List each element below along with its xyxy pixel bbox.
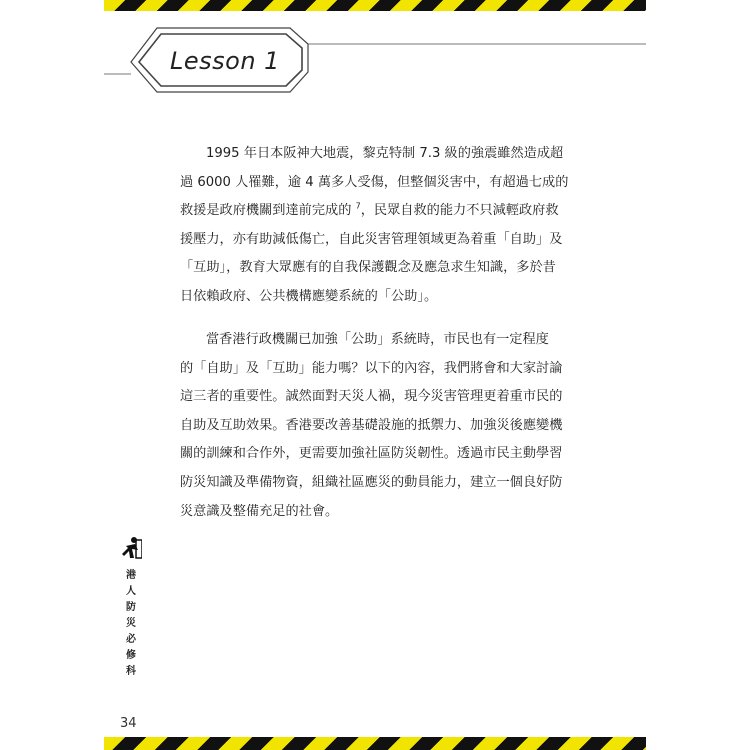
- paragraph-2-line: 關的訓練和合作外，更需要加強社區防災韌性。透過市民主動學習: [180, 446, 563, 462]
- paragraph-2-line: 災意識及整備充足的社會。: [180, 503, 339, 519]
- paragraph-2-line: 的「自助」及「互助」能力嗎？以下的內容，我們將會和大家討論: [180, 360, 563, 376]
- paragraph-1: [180, 140, 575, 312]
- paragraph-2-line: 自助及互助效果。香港要改善基礎設施的抵禦力、加強災後應變機: [180, 417, 563, 433]
- book-title-char: 人: [126, 586, 136, 597]
- paragraph-1-line: 過 6000 人罹難，逾 4 萬多人受傷，但整個災害中，有超過七成的: [180, 174, 569, 190]
- book-title-char: 災: [126, 618, 136, 629]
- paragraph-2: [180, 326, 575, 526]
- paragraph-1-line-part: 救援是政府機關到達前完成的: [180, 203, 352, 219]
- paragraph-1-line: 1995 年日本阪神大地震，黎克特制 7.3 級的強震雖然造成超: [206, 146, 564, 161]
- paragraph-2-line: 防災知識及準備物資，組織社區應災的動員能力，建立一個良好防: [180, 474, 563, 490]
- paragraph-1-line: 援壓力，亦有助減低傷亡，自此災害管理領域更為着重「自助」及: [180, 231, 563, 247]
- footnote-ref: 7: [355, 201, 361, 211]
- paragraph-2-line: 這三者的重要性。誠然面對天災人禍，現今災害管理更着重市民的: [180, 389, 563, 405]
- running-figure-icon: [120, 536, 142, 560]
- book-title-char: 必: [126, 634, 136, 645]
- paragraph-1-line: 「互助」，教育大眾應有的自我保護觀念及應急求生知識，多於昔: [180, 260, 556, 276]
- paragraph-1-line: 日依賴政府、公共機構應變系統的「公助」。: [180, 288, 438, 304]
- hazard-stripe-bottom: [104, 737, 646, 750]
- book-title-char: 修: [126, 650, 136, 661]
- book-title-char: 科: [126, 666, 136, 677]
- paragraph-2-line: 當香港行政機關已加強「公助」系統時，市民也有一定程度: [206, 332, 549, 347]
- page-number: 34: [120, 716, 137, 731]
- lesson-title: Lesson 1: [170, 47, 280, 75]
- paragraph-1-line-part: ，民眾自救的能力不只減輕政府救: [360, 203, 559, 219]
- lesson-banner-frame: [0, 0, 750, 110]
- book-title-char: 港: [126, 570, 136, 581]
- paragraph-1-line: [180, 197, 575, 226]
- book-title-char: 防: [126, 602, 136, 613]
- book-title-vertical: [124, 568, 138, 680]
